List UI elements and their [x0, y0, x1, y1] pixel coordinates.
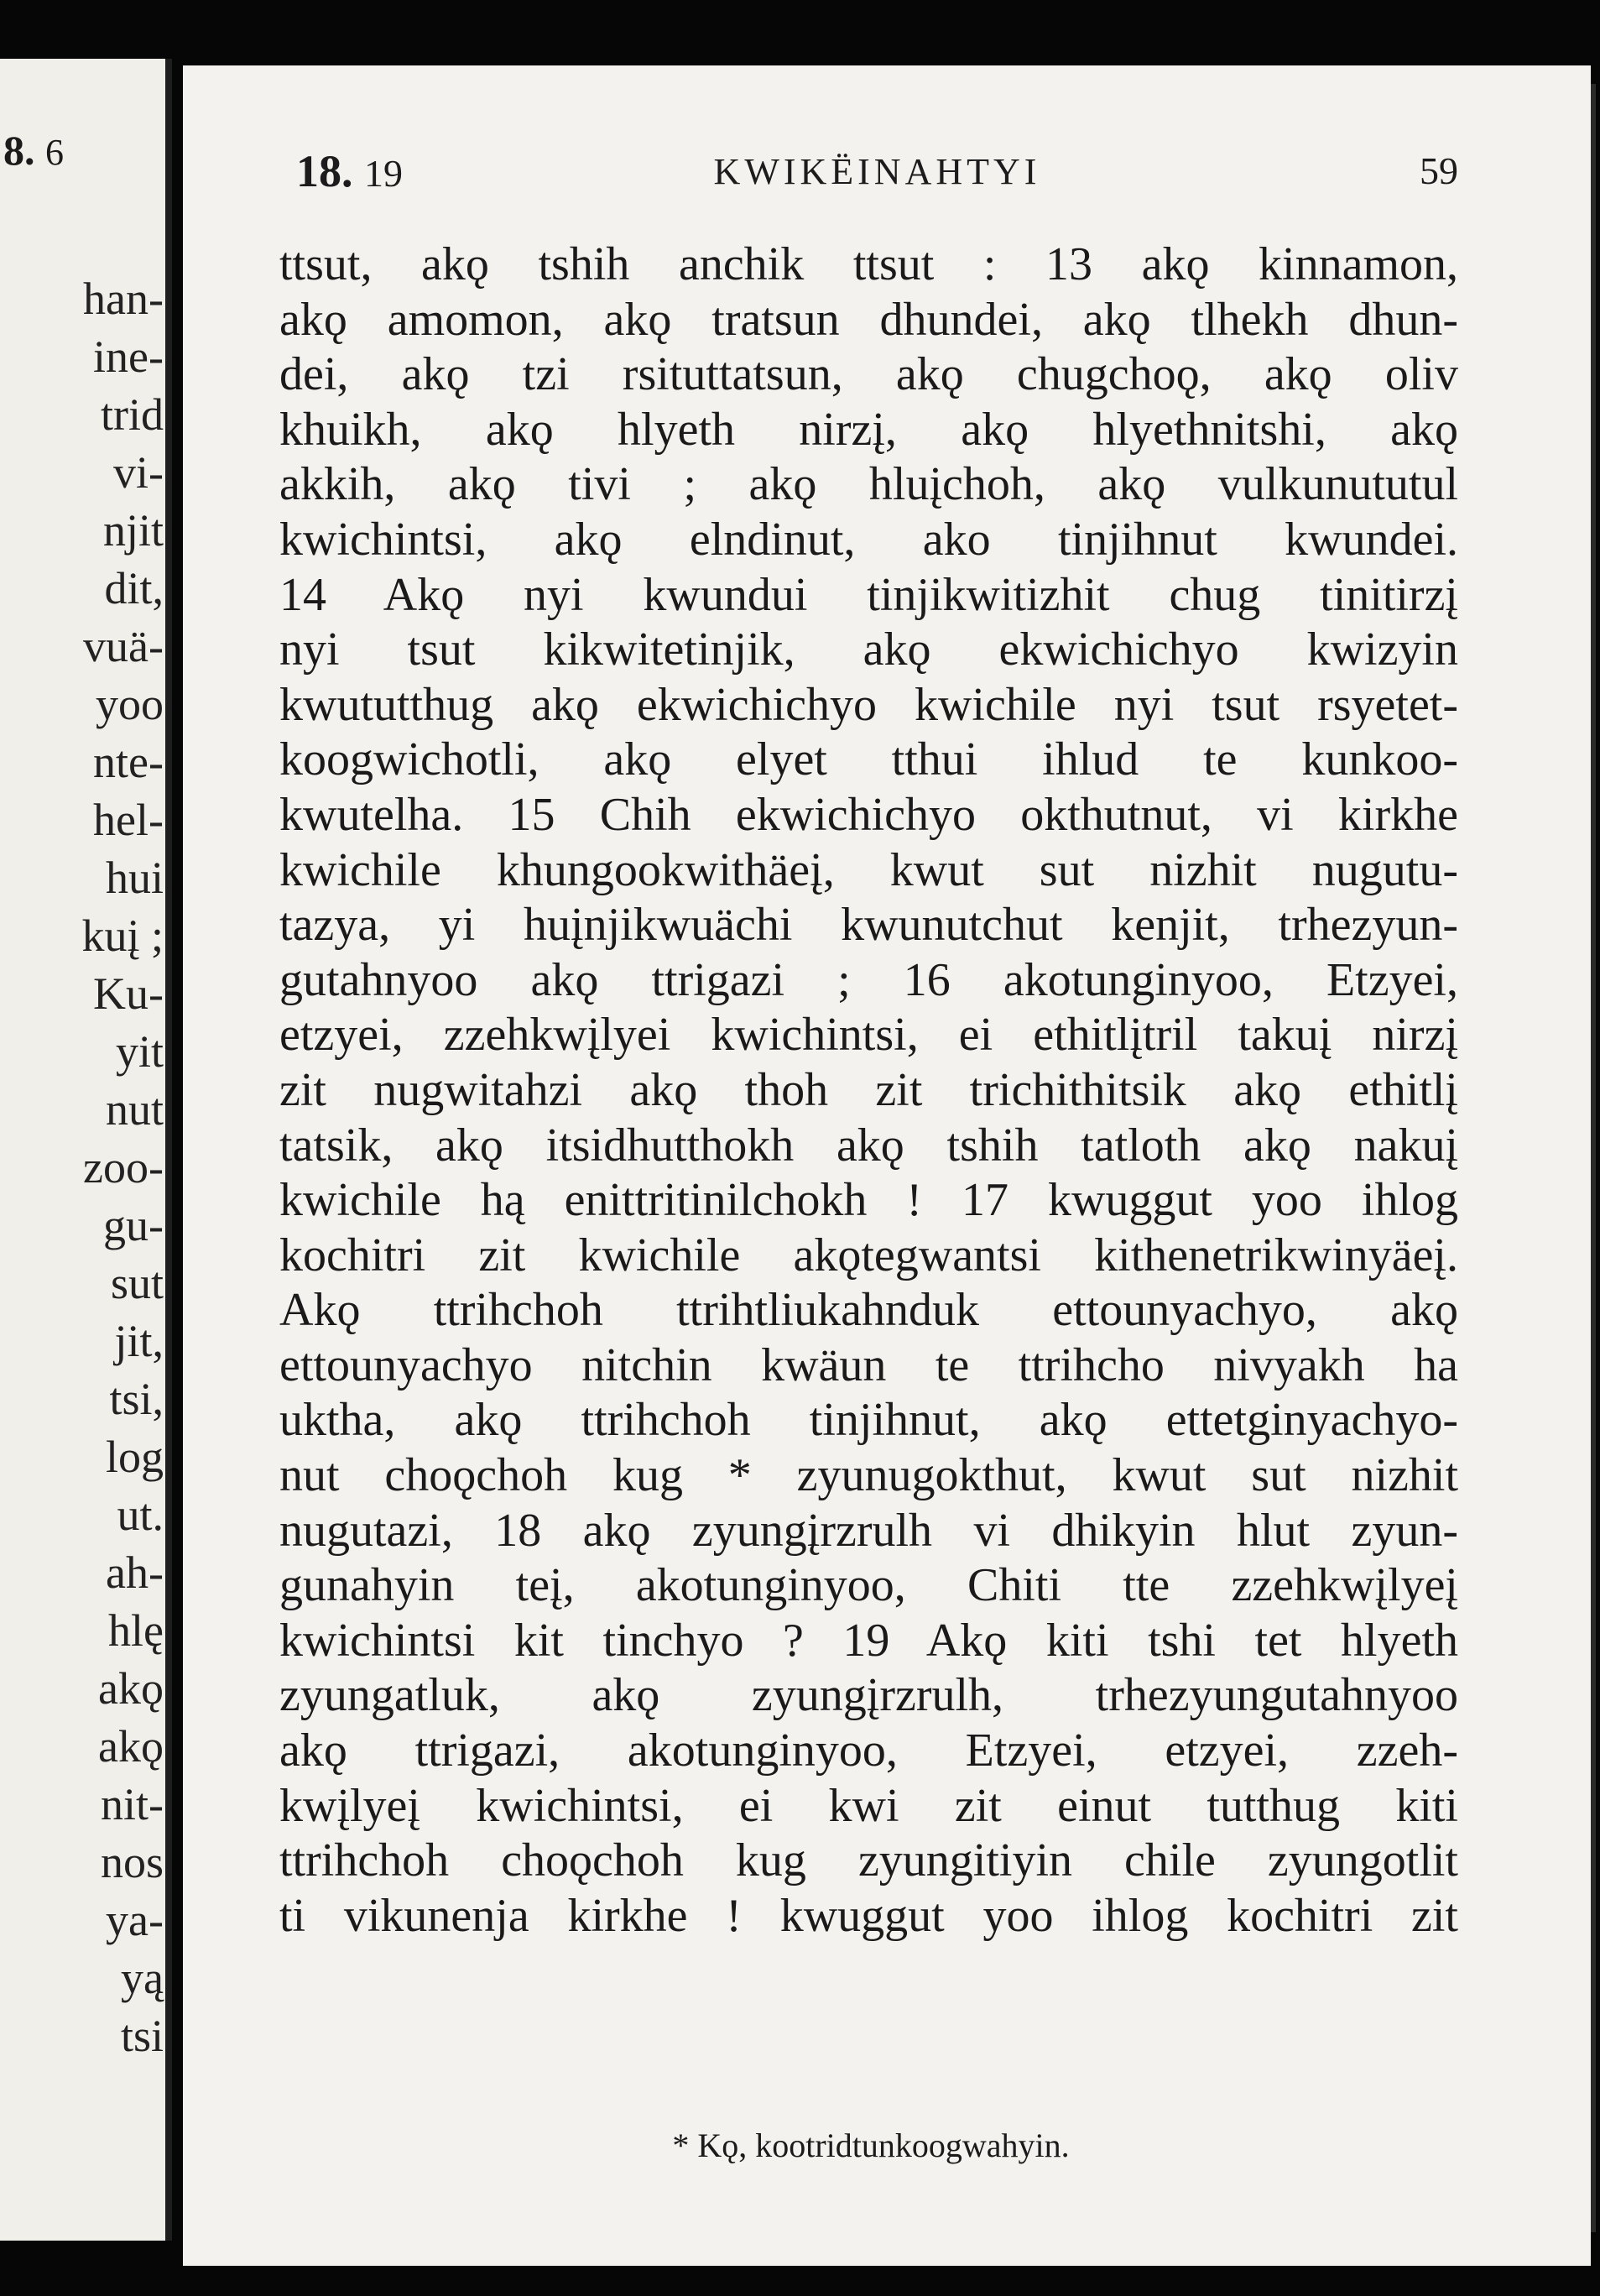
running-header: [296, 145, 1458, 212]
text-line: koogwichotli, akǫ elyet tthui ihlud te kunkoo-: [279, 733, 1458, 786]
previous-page-line: dit,: [104, 563, 164, 613]
previous-page-line: yą: [121, 1953, 164, 2003]
text-line: kwichile khungookwithäeį, kwut sut nizhit nugutu-: [279, 843, 1458, 896]
previous-page-line: vuä-: [83, 621, 164, 671]
previous-page-line: Ku-: [93, 968, 164, 1019]
book-spine: [165, 59, 172, 2241]
text-line: dei, akǫ tzi rsituttatsun, akǫ chugchoǫ, akǫ oliv: [279, 348, 1458, 401]
previous-page-verse: 6: [45, 132, 64, 173]
text-line: Akǫ ttrihchoh ttrihtliukahnduk ettounyachyo, akǫ: [279, 1284, 1458, 1337]
text-line: ttsut, akǫ tshih anchik ttsut : 13 akǫ kinnamon,: [279, 238, 1458, 290]
text-line: tatsik, akǫ itsidhutthokh akǫ tshih tatloth akǫ nakuį: [279, 1119, 1458, 1171]
text-line: kochitri zit kwichile akǫtegwantsi kithenetrikwinyäeį.: [279, 1229, 1458, 1281]
previous-page-header: [3, 126, 64, 175]
previous-page-line: yoo: [96, 679, 164, 729]
previous-page-line: ya-: [106, 1895, 164, 1945]
text-line: ttrihchoh choǫchoh kug zyungitiyin chile zyungotlit: [279, 1834, 1458, 1887]
previous-page-line: tsi: [120, 2011, 164, 2061]
header-title: KWIKËINAHTYI: [713, 151, 1041, 192]
previous-page-line: sut: [110, 1258, 164, 1308]
previous-page-line: han-: [83, 274, 164, 324]
previous-page-line: trid: [101, 389, 164, 440]
previous-page-line: nte-: [93, 737, 164, 787]
previous-page-line: nit-: [101, 1779, 164, 1829]
previous-page-chapter: 8.: [3, 127, 35, 174]
text-line: etzyei, zzehkwįlyei kwichintsi, ei ethitlįtril takuį nirzį: [279, 1009, 1458, 1062]
previous-page-line: gu-: [103, 1200, 164, 1250]
text-line: kwichile hą enittritinilchokh ! 17 kwuggut yoo ihlog: [279, 1174, 1458, 1227]
previous-page-line: tsi,: [109, 1374, 164, 1424]
text-line: ti vikunenja kirkhe ! kwuggut yoo ihlog kochitri zit: [279, 1889, 1458, 1942]
text-line: uktha, akǫ ttrihchoh tinjihnut, akǫ ettetginyachyo-: [279, 1394, 1458, 1447]
header-verse: 19: [364, 152, 403, 195]
previous-page-line: nos: [100, 1837, 164, 1887]
header-chapter: 18.: [296, 146, 353, 196]
text-line: akǫ ttrigazi, akotunginyoo, Etzyei, etzyei, zzeh-: [279, 1725, 1458, 1777]
text-line: kwichintsi, akǫ elndinut, ako tinjihnut kwundei.: [279, 513, 1458, 566]
previous-page-line: log: [105, 1432, 164, 1482]
text-line: gunahyin teį, akotunginyoo, Chiti tte zzehkwįlyeį: [279, 1559, 1458, 1612]
text-line: ettounyachyo nitchin kwäun te ttrihcho nivyakh ha: [279, 1338, 1458, 1391]
page-number: 59: [1420, 149, 1458, 192]
previous-page-line: akǫ: [98, 1721, 164, 1772]
previous-page-line: njit: [102, 505, 164, 556]
previous-page: [0, 59, 172, 2241]
previous-page-line: yit: [115, 1026, 164, 1077]
previous-page-line: ine-: [93, 331, 164, 382]
text-line: nyi tsut kikwitetinjik, akǫ ekwichichyo kwizyin: [279, 624, 1458, 676]
text-line: nut choǫchoh kug * zyunugokthut, kwut sut nizhit: [279, 1449, 1458, 1502]
body-text: [279, 237, 1458, 1944]
text-line: tazya, yi huįnjikwuächi kwunutchut kenjit, trhezyun-: [279, 899, 1458, 952]
previous-page-line: vi-: [113, 447, 164, 498]
previous-page-line: hlę: [108, 1605, 164, 1656]
text-line: kwichintsi kit tinchyo ? 19 Akǫ kiti tshi tet hlyeth: [279, 1614, 1458, 1667]
text-line: kwutelha. 15 Chih ekwichichyo okthutnut, vi kirkhe: [279, 788, 1458, 841]
previous-page-line: nut: [105, 1084, 164, 1135]
previous-page-line: akǫ: [98, 1663, 164, 1714]
text-line: kwįlyeį kwichintsi, ei kwi zit einut tutthug kiti: [279, 1779, 1458, 1832]
text-line: gutahnyoo akǫ ttrigazi ; 16 akotunginyoo, Etzyei,: [279, 953, 1458, 1006]
previous-page-line: kuį ;: [81, 911, 164, 961]
text-line: akkih, akǫ tivi ; akǫ hluįchoh, akǫ vulkunututul: [279, 458, 1458, 511]
previous-page-line: hui: [105, 853, 164, 903]
previous-page-line: zoo-: [83, 1142, 164, 1192]
text-line: 14 Akǫ nyi kwundui tinjikwitizhit chug tinitirzį: [279, 568, 1458, 621]
current-page: [183, 65, 1591, 2266]
previous-page-line: jit,: [114, 1316, 164, 1366]
text-line: kwututthug akǫ ekwichichyo kwichile nyi tsut rsyetet-: [279, 678, 1458, 731]
text-line: nugutazi, 18 akǫ zyungįrzrulh vi dhikyin hlut zyun-: [279, 1504, 1458, 1557]
footnote: * Kǫ, kootridtunkoogwahyin.: [672, 2126, 1070, 2164]
text-line: khuikh, akǫ hlyeth nirzį, akǫ hlyethnitshi, akǫ: [279, 403, 1458, 456]
previous-page-line: hel-: [93, 795, 164, 845]
previous-page-line: ut.: [117, 1490, 164, 1540]
text-line: zyungatluk, akǫ zyungįrzrulh, trhezyungutahnyoo: [279, 1669, 1458, 1722]
text-line: akǫ amomon, akǫ tratsun dhundei, akǫ tlhekh dhun-: [279, 293, 1458, 346]
previous-page-line: ah-: [106, 1547, 164, 1598]
text-line: zit nugwitahzi akǫ thoh zit trichithitsik akǫ ethitlį: [279, 1063, 1458, 1116]
